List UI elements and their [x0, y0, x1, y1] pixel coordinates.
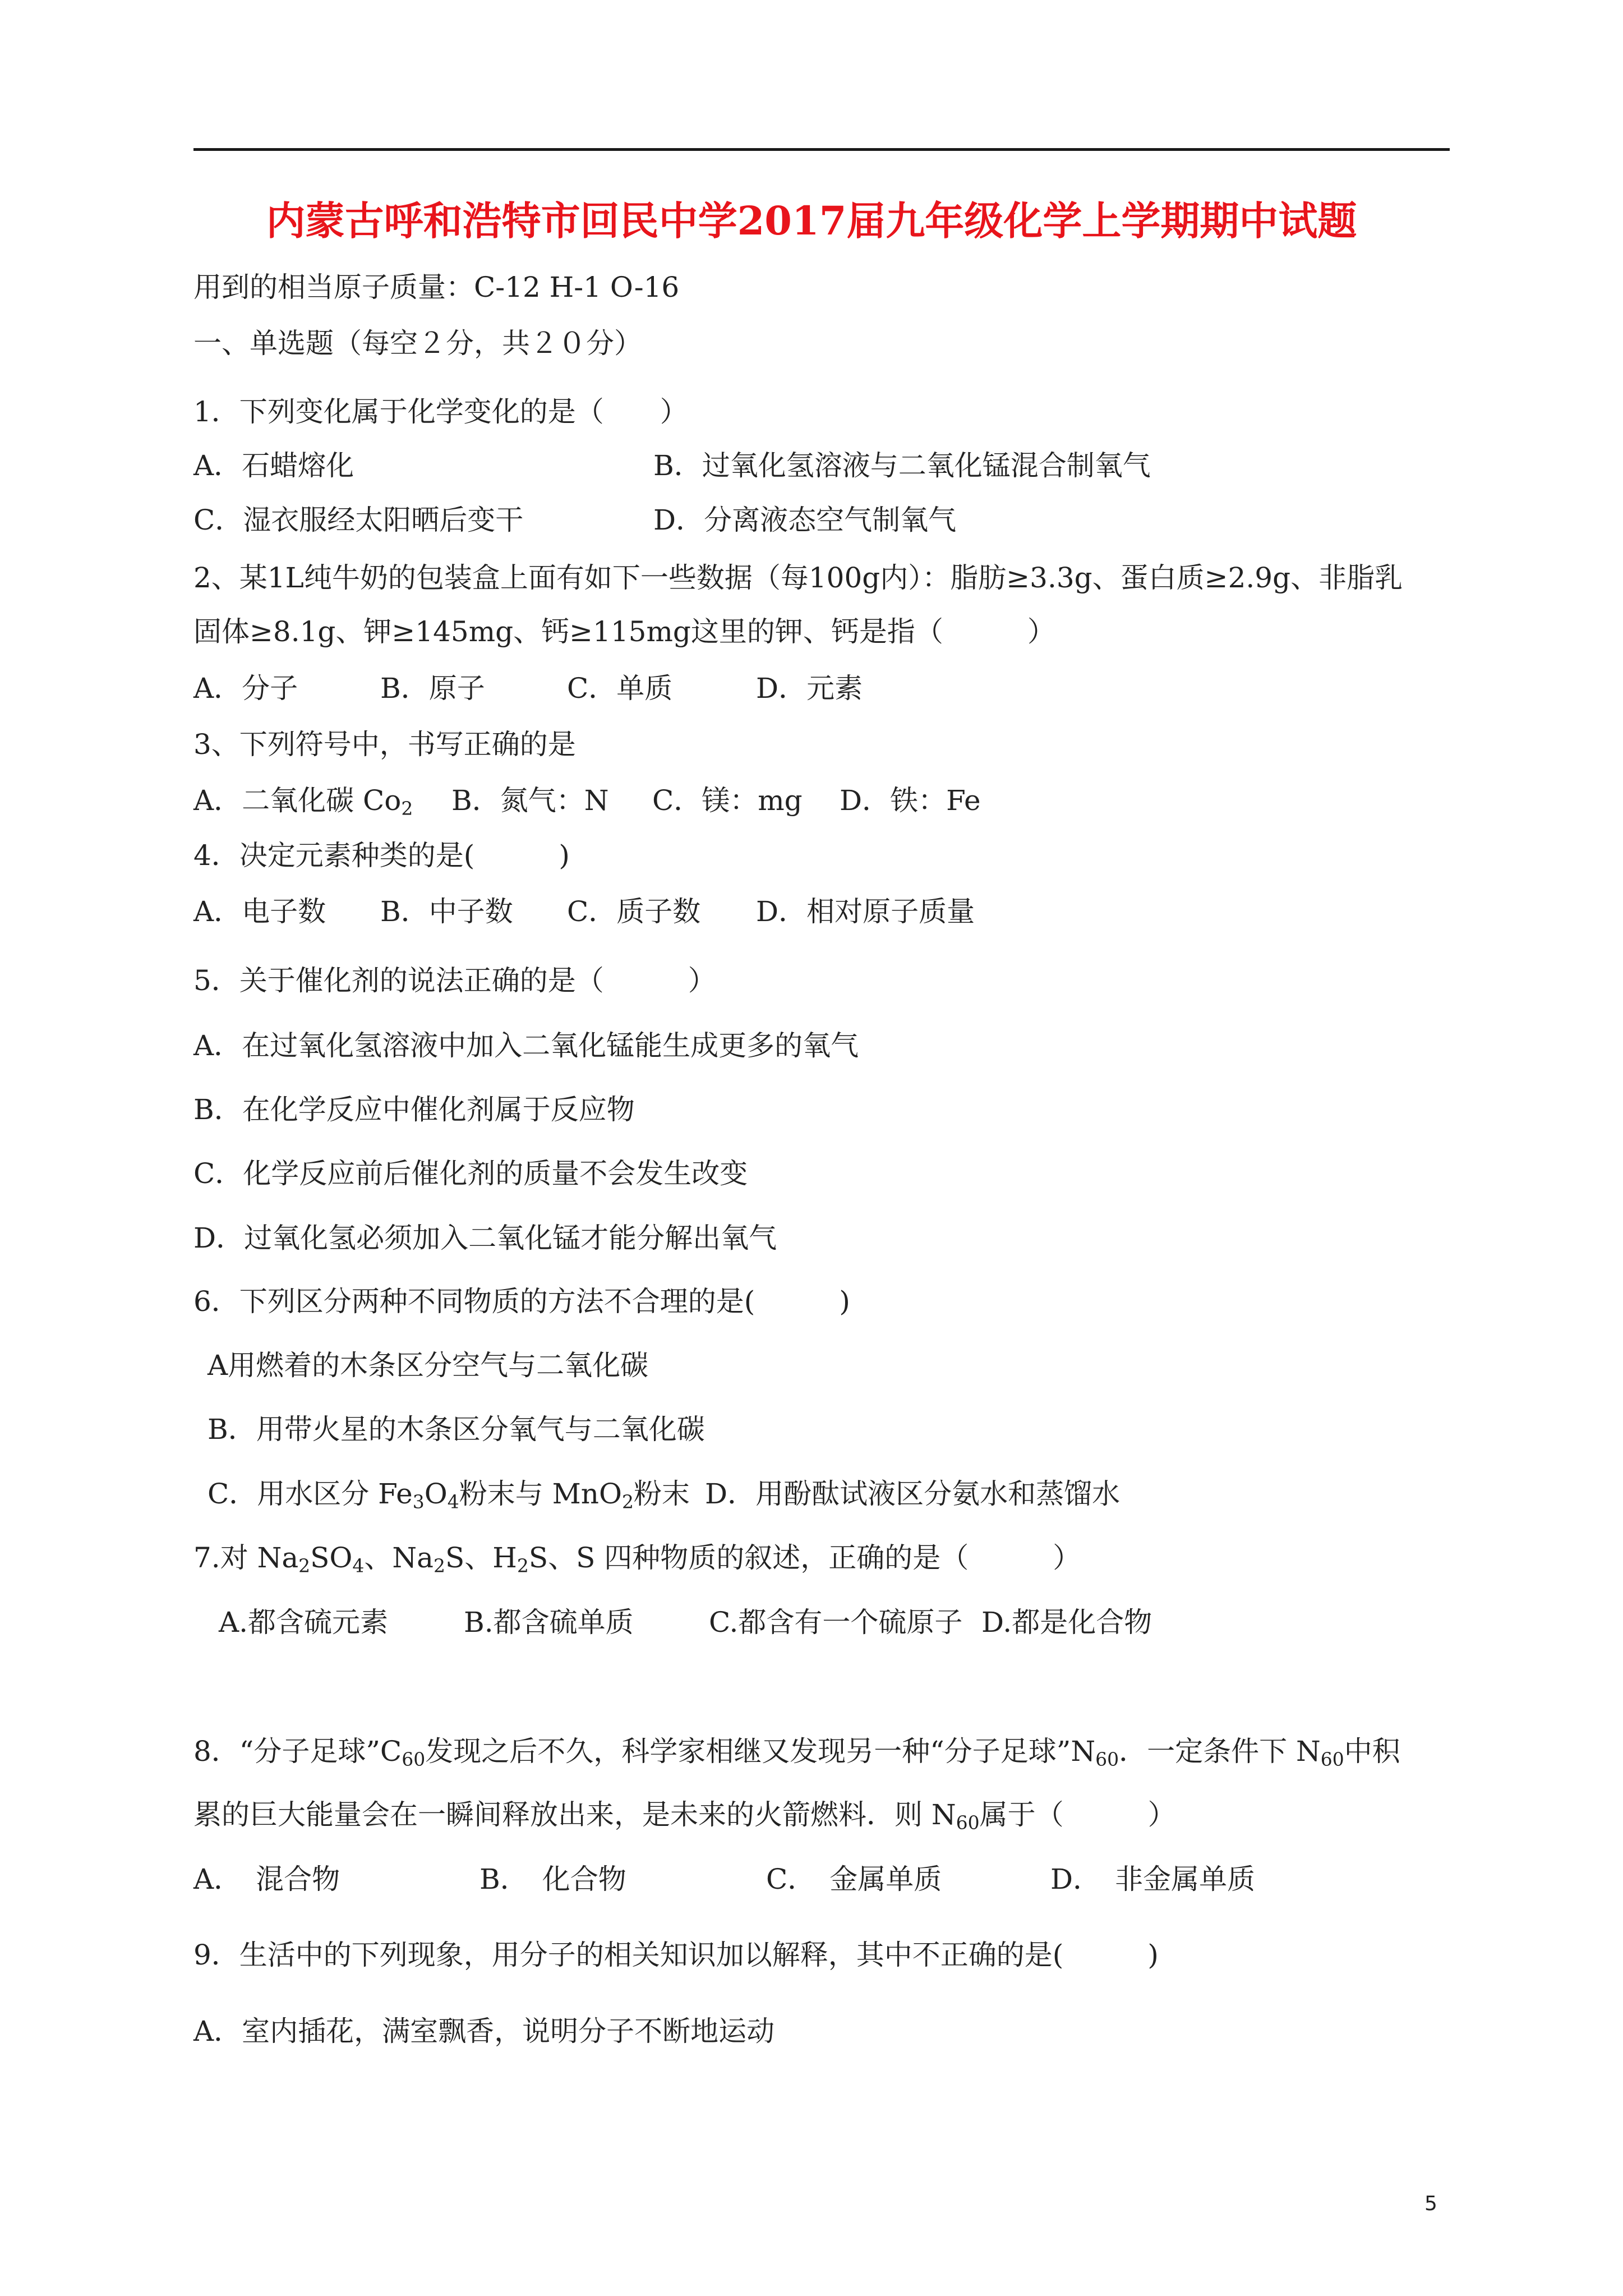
q3-option-b: B．氮气：N	[451, 784, 609, 817]
q8-option-a: A． 混合物	[193, 1863, 340, 1895]
q7-option-c: C.都含有一个硫原子	[709, 1606, 963, 1639]
q6-option-c: C．用水区分 $Fe_3O_4$粉末与 MnO$_2$粉末	[208, 1478, 690, 1513]
q7-option-b: B.都含硫单质	[464, 1606, 634, 1639]
q4-option-b: B．中子数	[380, 895, 513, 928]
q1-option-a: A．石蜡熔化	[193, 449, 354, 482]
q6-stem: 6．下列区分两种不同物质的方法不合理的是( )	[193, 1285, 850, 1318]
q5-stem: 5．关于催化剂的说法正确的是（ ）	[193, 964, 716, 997]
q8-stem-line1: 8．“分子足球$”C_{60}$发现之后不久，科学家相继又发现另一种“分子足球$”N_{60}$．一定条件下 $N_{60}$中积	[193, 1735, 1400, 1770]
q5-option-c: C．化学反应前后催化剂的质量不会发生改变	[193, 1157, 748, 1190]
q6-option-d: D．用酚酞试液区分氨水和蒸馏水	[705, 1478, 1121, 1510]
q4-option-a: A．电子数	[193, 895, 326, 928]
q1-option-b: B．过氧化氢溶液与二氧化锰混合制氧气	[653, 449, 1151, 482]
q7-option-a: A.都含硫元素	[219, 1606, 389, 1639]
q5-option-d: D．过氧化氢必须加入二氧化锰才能分解出氧气	[193, 1222, 777, 1254]
q9-option-a: A．室内插花，满室飘香，说明分子不断地运动	[193, 2015, 775, 2047]
q6-option-a: A用燃着的木条区分空气与二氧化碳	[208, 1349, 649, 1382]
q1-option-d: D．分离液态空气制氧气	[653, 504, 957, 536]
q8-stem-line2: 累的巨大能量会在一瞬间释放出来，是未来的火箭燃料．则 $N_{60}$属于（ ）	[193, 1798, 1176, 1834]
q2-option-c: C．单质	[567, 672, 673, 705]
q4-option-c: C．质子数	[567, 895, 701, 928]
q7-option-d: D.都是化合物	[981, 1606, 1152, 1639]
page-number: 5	[1424, 2192, 1437, 2215]
q4-stem: 4．决定元素种类的是( )	[193, 839, 570, 872]
q3-option-a: A．二氧化碳 $Co_2$	[193, 784, 413, 820]
q3-option-c: C．镁：mg	[652, 784, 803, 817]
q3-option-d: D．铁：Fe	[840, 784, 981, 817]
exam-title: 内蒙古呼和浩特市回民中学2017届九年级化学上学期期中试题	[266, 197, 1357, 244]
q2-option-a: A．分子	[193, 672, 298, 705]
q4-option-d: D．相对原子质量	[756, 895, 975, 928]
q5-option-a: A．在过氧化氢溶液中加入二氧化锰能生成更多的氧气	[193, 1029, 859, 1062]
q8-option-c: C． 金属单质	[766, 1863, 942, 1895]
q1-stem: 1．下列变化属于化学变化的是（ ）	[193, 395, 688, 428]
section-header: 一、单选题（每空２分，共２０分）	[193, 327, 642, 360]
q2-option-b: B．原子	[380, 672, 485, 705]
q2-option-d: D．元素	[756, 672, 863, 705]
q8-option-d: D． 非金属单质	[1050, 1863, 1256, 1895]
q6-option-b: B．用带火星的木条区分氧气与二氧化碳	[208, 1413, 705, 1446]
atomic-mass-line: 用到的相当原子质量：C-12 H-1 O-16	[193, 271, 680, 303]
q8-option-b: B． 化合物	[479, 1863, 626, 1895]
q5-option-b: B．在化学反应中催化剂属于反应物	[193, 1093, 635, 1126]
q7-stem: 7.对 $Na_2SO_4$、$Na_2S$、$H_2S$、S 四种物质的叙述，正确的是（ ）	[193, 1542, 1081, 1577]
q2-stem-line1: 2、某1L纯牛奶的包装盒上面有如下一些数据（每100g内）：脂肪≥3.3g、蛋白质≥2.9g、非脂乳	[193, 562, 1403, 594]
q9-stem: 9．生活中的下列现象，用分子的相关知识加以解释，其中不正确的是( )	[193, 1939, 1159, 1971]
header-rule	[193, 148, 1450, 151]
q2-stem-line2: 固体≥8.1g、钾≥145mg、钙≥115mg这里的钾、钙是指（ ）	[193, 615, 1055, 648]
q3-stem: 3、下列符号中，书写正确的是	[193, 728, 576, 761]
q1-option-c: C．湿衣服经太阳晒后变干	[193, 504, 524, 536]
